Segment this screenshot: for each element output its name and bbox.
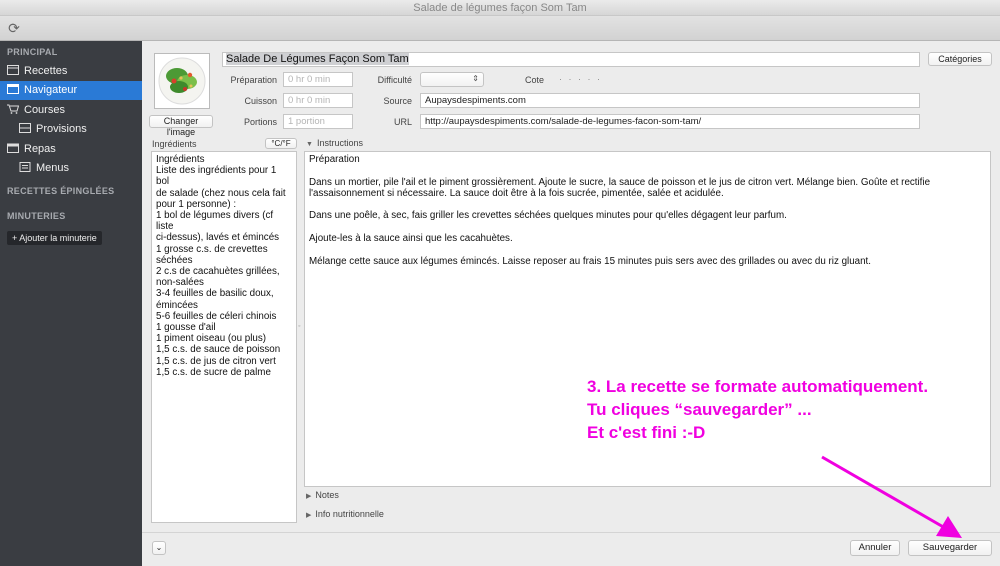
sidebar-header-principal: PRINCIPAL — [7, 47, 58, 57]
updown-chevron-icon: ⇕ — [472, 74, 479, 83]
text-line: Préparation — [309, 154, 360, 165]
portions-field[interactable]: 1 portion — [283, 114, 353, 129]
cancel-button[interactable]: Annuler — [850, 540, 900, 556]
menu-icon — [19, 162, 31, 172]
sidebar-item-courses[interactable] — [0, 101, 142, 120]
sidebar-item-label: Navigateur — [24, 84, 78, 96]
text-line — [309, 199, 986, 210]
add-timer-label: Ajouter la minuterie — [19, 233, 97, 243]
add-timer-button[interactable] — [7, 231, 102, 245]
text-line — [309, 165, 986, 176]
text-line: séchées — [156, 254, 193, 266]
sidebar-item-label: Menus — [36, 162, 70, 174]
sidebar-item-label: Provisions — [36, 123, 87, 135]
instructions-disclosure[interactable] — [306, 138, 363, 148]
text-line: Mélange cette sauce aux légumes émincés. Laisse reposer au frais 15 minutes puis sers avec des grillades ou avec du riz gluant. — [309, 255, 871, 267]
recipe-editor — [142, 41, 1000, 566]
instructions-label: Instructions — [316, 138, 363, 148]
plus-icon: + — [12, 233, 20, 243]
text-line: Ajoute-les à la sauce ainsi que les cacahuètes. — [309, 233, 513, 245]
annotation-line: Et c'est fini :-D — [587, 423, 706, 442]
cote-label: Cote — [524, 75, 544, 85]
text-line: 1 gousse d'ail — [156, 322, 216, 334]
portions-label: Portions — [243, 117, 277, 127]
disclosure-closed-icon: ▶ — [306, 512, 312, 519]
sidebar-item-recettes[interactable] — [0, 62, 142, 81]
recipe-title-field[interactable] — [222, 52, 920, 67]
sidebar-header-pinned: RECETTES ÉPINGLÉES — [7, 186, 115, 196]
source-field[interactable]: Aupaysdespiments.com — [420, 93, 920, 108]
tutorial-annotation — [587, 375, 997, 444]
sidebar-item-repas[interactable] — [0, 140, 142, 159]
categories-button[interactable]: Catégories — [928, 52, 992, 66]
text-line: Liste des ingrédients pour 1 bol — [156, 165, 277, 188]
text-line: pour 1 personne) : — [156, 198, 237, 210]
browser-icon — [7, 84, 19, 94]
disclosure-closed-icon: ▶ — [306, 493, 312, 500]
unit-toggle-button[interactable]: °C/°F — [265, 138, 297, 149]
rating-dots[interactable]: · · · · · — [559, 74, 602, 84]
toolbar — [0, 16, 1000, 41]
sidebar-item-label: Courses — [24, 104, 65, 116]
annotation-line: Tu cliques “sauvegarder” ... — [587, 400, 812, 419]
sidebar — [0, 41, 142, 566]
text-line: 3-4 feuilles de basilic doux, — [156, 288, 274, 300]
recipe-title-text: Salade De Légumes Façon Som Tam — [226, 53, 409, 65]
text-line: émincées — [156, 299, 198, 311]
preparation-field[interactable]: 0 hr 0 min — [283, 72, 353, 87]
text-line: l'assaisonnement si nécessaire. La sauce doit être à la fois sucrée, pimentée, salée et acidulée. — [309, 187, 724, 199]
difficulte-select[interactable] — [420, 72, 484, 87]
nutrition-label: Info nutritionnelle — [315, 509, 384, 519]
text-line: 2 c.s de cacahuètes grillées, — [156, 266, 280, 278]
sidebar-item-label: Recettes — [24, 65, 68, 77]
book-icon — [7, 65, 19, 75]
text-line: 1,5 c.s. de sucre de palme — [156, 366, 271, 378]
annotation-line: 3. La recette se formate automatiquement. — [587, 377, 929, 396]
calendar-icon — [7, 143, 19, 153]
preparation-label: Préparation — [230, 75, 277, 85]
text-line: 1 piment oiseau (ou plus) — [156, 333, 267, 345]
splitter-handle[interactable]: ◦ — [298, 323, 301, 330]
refresh-icon[interactable]: ⟳ — [8, 20, 20, 36]
cuisson-field[interactable]: 0 hr 0 min — [283, 93, 353, 108]
source-label: Source — [383, 96, 412, 106]
window-title: Salade de légumes façon Som Tam — [0, 0, 1000, 16]
notes-label: Notes — [315, 490, 339, 500]
text-line: 1,5 c.s. de sauce de poisson — [156, 344, 281, 356]
url-label: URL — [393, 117, 412, 127]
sidebar-item-label: Repas — [24, 143, 56, 155]
notes-disclosure[interactable] — [306, 490, 339, 500]
sidebar-item-provisions[interactable] — [0, 120, 142, 139]
ingredients-textarea[interactable] — [151, 151, 297, 523]
text-line: Ingrédients — [156, 154, 205, 165]
cart-icon — [7, 104, 19, 114]
change-image-button[interactable]: Changer l'image — [149, 115, 213, 128]
difficulte-label: Difficulté — [377, 75, 412, 85]
nutrition-disclosure[interactable] — [306, 509, 384, 519]
save-button[interactable]: Sauvegarder — [908, 540, 992, 556]
text-line: Dans un mortier, pile l'ail et le piment grossièrement. Ajoute le sucre, la sauce de poisson et le jus de citron vert. Mélange bien. Goûte et rectifie — [309, 176, 931, 188]
chevron-down-icon: ⌄ — [155, 543, 163, 552]
text-line: 5-6 feuilles de céleri chinois — [156, 310, 277, 322]
text-line: non-salées — [156, 277, 204, 289]
url-field[interactable]: http://aupaysdespiments.com/salade-de-legumes-facon-som-tam/ — [420, 114, 920, 129]
text-line: 1 bol de légumes divers (cf liste — [156, 210, 274, 233]
options-dropdown-button[interactable] — [152, 541, 166, 555]
salad-image — [157, 56, 207, 106]
text-line — [309, 244, 986, 255]
disclosure-open-icon: ▼ — [306, 141, 313, 148]
sidebar-item-navigateur[interactable] — [0, 81, 142, 100]
text-line — [309, 222, 986, 233]
sidebar-item-menus[interactable] — [0, 159, 142, 178]
text-line: de salade (chez nous cela fait — [156, 187, 286, 199]
text-line: ci-dessus), lavés et émincés — [156, 232, 280, 244]
recipe-photo[interactable] — [154, 53, 210, 109]
ingredients-label: Ingrédients — [152, 139, 197, 149]
cuisson-label: Cuisson — [244, 96, 277, 106]
text-line: Dans une poêle, à sec, fais griller les crevettes séchées quelques minutes pour qu'elles dégagent leur parfum. — [309, 210, 787, 222]
pantry-icon — [19, 123, 31, 133]
text-line: 1 grosse c.s. de crevettes — [156, 243, 268, 255]
sidebar-header-timers: MINUTERIES — [7, 211, 66, 221]
text-line: 1,5 c.s. de jus de citron vert — [156, 355, 276, 367]
